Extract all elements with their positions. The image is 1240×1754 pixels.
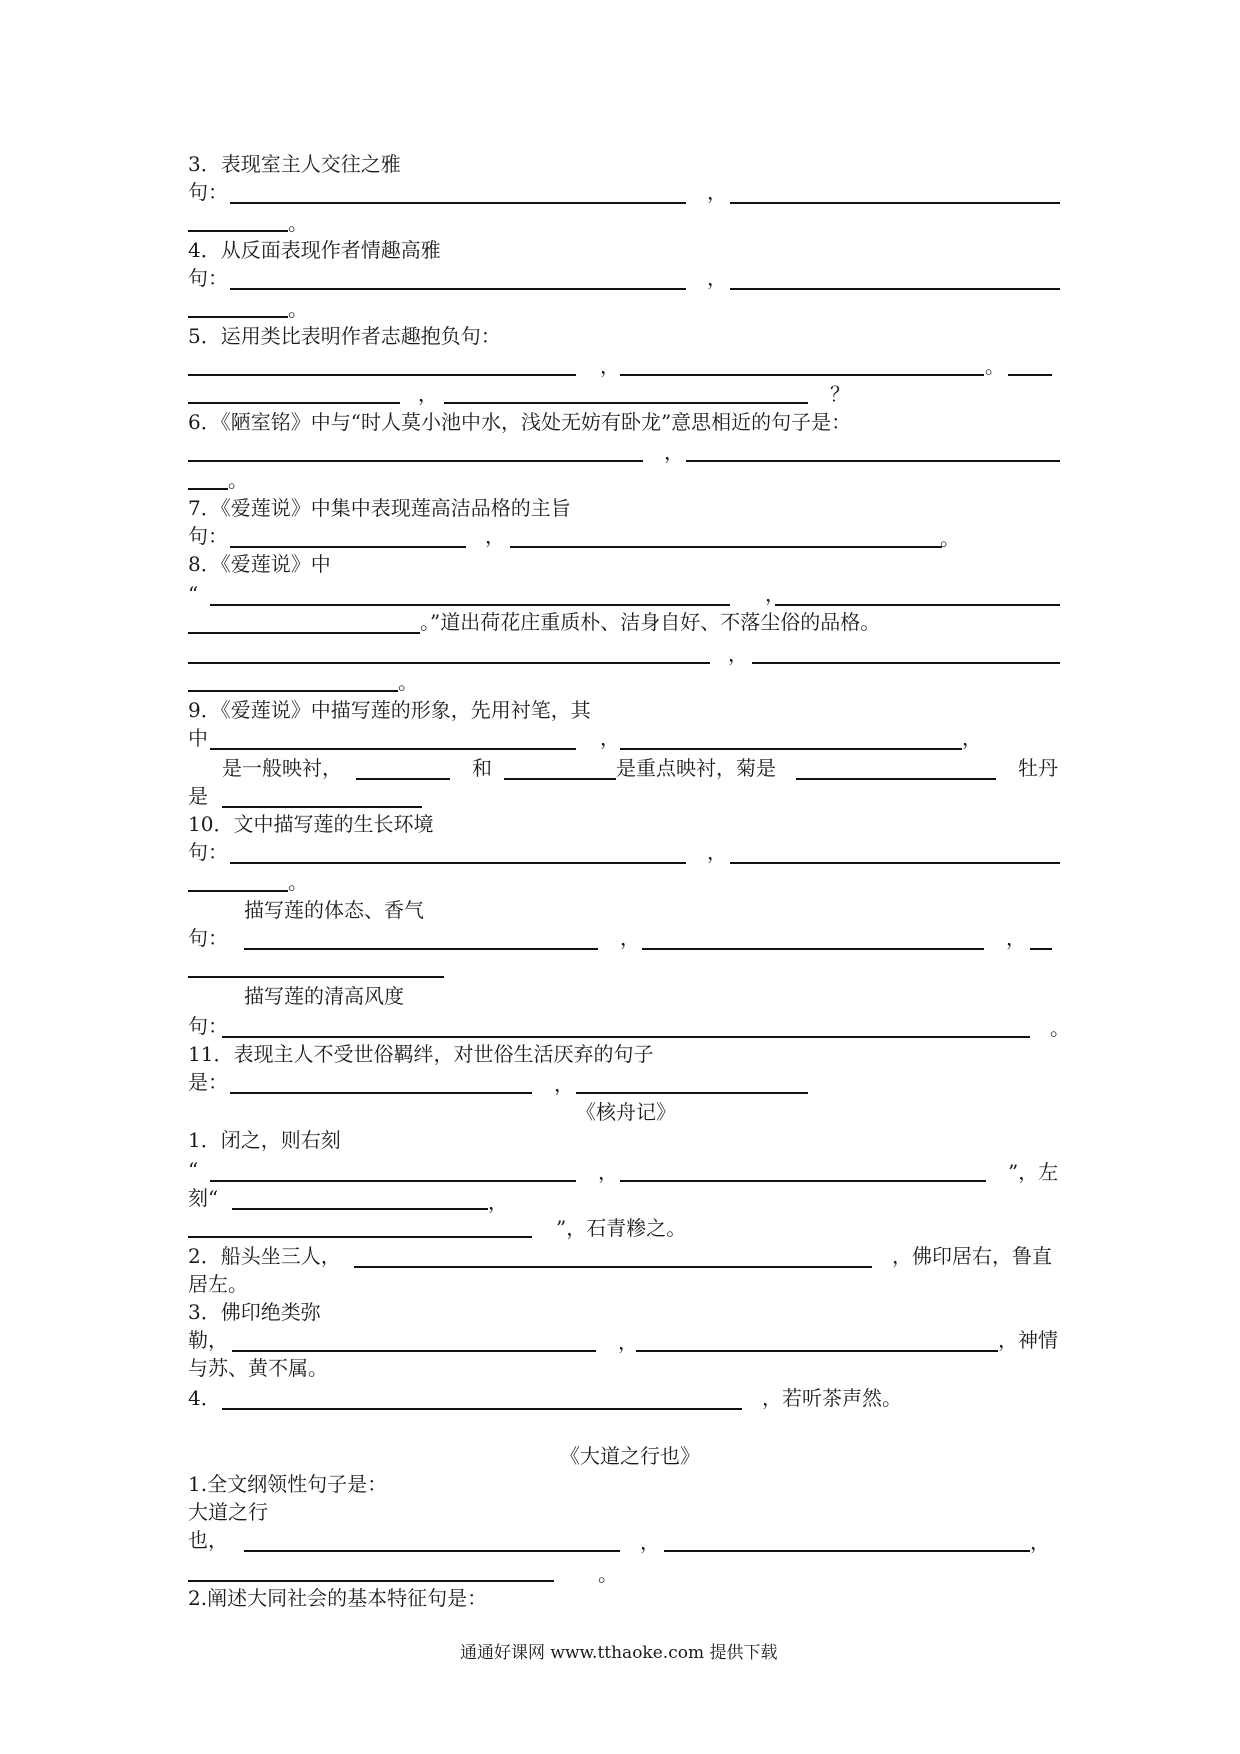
answer-blank[interactable] bbox=[664, 1550, 1030, 1552]
answer-blank[interactable] bbox=[230, 202, 686, 204]
hezhouji-question-3-lead: 勒， bbox=[188, 1328, 228, 1352]
answer-blank[interactable] bbox=[188, 1580, 554, 1582]
question-11-title: 11．表现主人不受世俗羁绊，对世俗生活厌弃的句子 bbox=[188, 1042, 654, 1066]
answer-blank[interactable] bbox=[188, 662, 710, 664]
answer-blank[interactable] bbox=[775, 604, 1060, 606]
question-11-lead: 是： bbox=[188, 1070, 228, 1094]
dadao-question-1: 1.全文纲领性句子是： bbox=[188, 1472, 388, 1496]
hezhouji-question-3: 3．佛印绝类弥 bbox=[188, 1300, 321, 1324]
dadao-question-2: 2.阐述大同社会的基本特征句是： bbox=[188, 1586, 488, 1610]
question-9-line4: 是 bbox=[188, 784, 208, 808]
period: 。 bbox=[985, 354, 1005, 378]
answer-blank[interactable] bbox=[354, 1266, 872, 1268]
answer-blank[interactable] bbox=[244, 1550, 620, 1552]
period: 。 bbox=[228, 468, 248, 492]
comma: ， bbox=[418, 382, 438, 406]
question-8-tail: 。”道出荷花庄重质朴、洁身自好、不落尘俗的品格。 bbox=[420, 610, 881, 634]
close-quote: ”，左 bbox=[1008, 1160, 1059, 1184]
comma: ， bbox=[485, 524, 505, 548]
hezhouji-question-4-lead: 4． bbox=[188, 1386, 221, 1410]
answer-blank[interactable] bbox=[510, 546, 942, 548]
question-5-title: 5．运用类比表明作者志趣抱负句： bbox=[188, 324, 501, 348]
comma: ， bbox=[664, 440, 684, 464]
answer-blank[interactable] bbox=[686, 460, 1060, 462]
answer-blank[interactable] bbox=[752, 662, 1060, 664]
question-7-lead: 句： bbox=[188, 524, 228, 548]
period: 。 bbox=[288, 870, 308, 894]
question-9-line3-a: 是一般映衬， bbox=[222, 756, 342, 780]
hezhouji-question-1: 1．闭之，则右刻 bbox=[188, 1128, 341, 1152]
answer-blank[interactable] bbox=[210, 1180, 576, 1182]
hezhouji-question-1-left: 刻“ bbox=[188, 1186, 219, 1210]
answer-blank[interactable] bbox=[188, 1236, 532, 1238]
period: 。 bbox=[398, 670, 418, 694]
comma: ， bbox=[618, 1330, 638, 1354]
question-4-lead: 句： bbox=[188, 266, 228, 290]
question-9-lead: 中 bbox=[188, 726, 208, 750]
question-10-title: 10．文中描写莲的生长环境 bbox=[188, 812, 434, 836]
answer-blank[interactable] bbox=[244, 948, 598, 950]
comma: ， bbox=[707, 266, 727, 290]
section-heading-dadao: 《大道之行也》 bbox=[560, 1444, 700, 1468]
answer-blank[interactable] bbox=[188, 402, 400, 404]
answer-blank[interactable] bbox=[1030, 948, 1052, 950]
question-10-lead2: 句： bbox=[188, 926, 228, 950]
answer-blank[interactable] bbox=[230, 862, 686, 864]
question-9-line3-c: 是重点映衬，菊是 bbox=[616, 756, 776, 780]
comma: ， bbox=[488, 1190, 508, 1214]
answer-blank[interactable] bbox=[230, 288, 686, 290]
section-heading-hezhouji: 《核舟记》 bbox=[576, 1100, 676, 1124]
answer-blank[interactable] bbox=[620, 1180, 986, 1182]
answer-blank[interactable] bbox=[222, 1036, 1030, 1038]
answer-blank[interactable] bbox=[188, 690, 398, 692]
hezhouji-question-3-next: 与苏、黄不属。 bbox=[188, 1356, 328, 1380]
comma: ， bbox=[620, 926, 640, 950]
answer-blank[interactable] bbox=[210, 604, 730, 606]
question-9-title: 9．《爱莲说》中描写莲的形象，先用衬笔，其 bbox=[188, 698, 591, 722]
answer-blank[interactable] bbox=[576, 1092, 808, 1094]
question-6-title: 6．《陋室铭》中与“时人莫小池中水，浅处无妨有卧龙”意思相近的句子是： bbox=[188, 410, 852, 434]
answer-blank[interactable] bbox=[1008, 374, 1052, 376]
answer-blank[interactable] bbox=[620, 374, 984, 376]
dadao-question-1-a: 大道之行 bbox=[188, 1500, 268, 1524]
answer-blank[interactable] bbox=[222, 806, 422, 808]
comma: ， bbox=[598, 1160, 618, 1184]
answer-blank[interactable] bbox=[222, 1408, 742, 1410]
hezhouji-question-2-tail: ，佛印居右，鲁直 bbox=[892, 1244, 1052, 1268]
answer-blank[interactable] bbox=[504, 778, 616, 780]
comma: ， bbox=[1006, 926, 1026, 950]
comma: ， bbox=[765, 582, 785, 606]
answer-blank[interactable] bbox=[232, 1208, 488, 1210]
comma: ， bbox=[707, 180, 727, 204]
period: 。 bbox=[940, 526, 960, 550]
period: 。 bbox=[1050, 1016, 1070, 1040]
question-10-lead3: 句： bbox=[188, 1014, 228, 1038]
hezhouji-question-2-next: 居左。 bbox=[188, 1272, 248, 1296]
comma: ， bbox=[707, 840, 727, 864]
question-3-lead: 句： bbox=[188, 180, 228, 204]
open-quote: “ bbox=[188, 582, 199, 606]
question-8-title: 8．《爱莲说》中 bbox=[188, 552, 331, 576]
question-3-title: 3．表现室主人交往之雅 bbox=[188, 152, 401, 176]
open-quote: “ bbox=[188, 1158, 199, 1182]
answer-blank[interactable] bbox=[620, 748, 962, 750]
comma: ， bbox=[962, 726, 982, 750]
answer-blank[interactable] bbox=[730, 862, 1060, 864]
hezhouji-question-3-tail: ，神情 bbox=[998, 1328, 1058, 1352]
answer-blank[interactable] bbox=[356, 778, 450, 780]
answer-blank[interactable] bbox=[642, 948, 984, 950]
answer-blank[interactable] bbox=[730, 288, 1060, 290]
question-9-line3-b: 和 bbox=[472, 756, 492, 780]
period: 。 bbox=[288, 297, 308, 321]
question-10-sub1: 描写莲的体态、香气 bbox=[244, 898, 424, 922]
question-10-sub2: 描写莲的清高风度 bbox=[244, 984, 404, 1008]
period: 。 bbox=[598, 1562, 618, 1586]
answer-blank[interactable] bbox=[188, 316, 288, 318]
answer-blank[interactable] bbox=[636, 1350, 998, 1352]
period: 。 bbox=[288, 211, 308, 235]
question-4-title: 4．从反面表现作者情趣高雅 bbox=[188, 238, 441, 262]
question-10-lead: 句： bbox=[188, 840, 228, 864]
dadao-question-1-b: 也， bbox=[188, 1528, 228, 1552]
footer-credit: 通通好课网 www.tthaoke.com 提供下载 bbox=[460, 1643, 778, 1663]
answer-blank[interactable] bbox=[230, 546, 466, 548]
hezhouji-question-4-tail: ，若听茶声然。 bbox=[762, 1386, 902, 1410]
comma: ， bbox=[640, 1530, 660, 1554]
answer-blank[interactable] bbox=[188, 890, 288, 892]
hezhouji-question-1-end: ”，石青糁之。 bbox=[556, 1216, 687, 1240]
answer-blank[interactable] bbox=[188, 374, 576, 376]
answer-blank[interactable] bbox=[730, 202, 1060, 204]
answer-blank[interactable] bbox=[796, 778, 996, 780]
comma: ， bbox=[728, 642, 748, 666]
comma: ， bbox=[1030, 1530, 1050, 1554]
answer-blank[interactable] bbox=[188, 460, 643, 462]
hezhouji-question-2: 2．船头坐三人， bbox=[188, 1244, 341, 1268]
answer-blank[interactable] bbox=[444, 402, 808, 404]
answer-blank[interactable] bbox=[230, 1092, 532, 1094]
answer-blank[interactable] bbox=[188, 632, 420, 634]
answer-blank[interactable] bbox=[210, 748, 576, 750]
comma: ， bbox=[600, 354, 620, 378]
question-7-title: 7．《爱莲说》中集中表现莲高洁品格的主旨 bbox=[188, 496, 571, 520]
answer-blank[interactable] bbox=[188, 230, 288, 232]
question-mark: ？ bbox=[830, 382, 850, 406]
comma: ， bbox=[554, 1072, 574, 1096]
answer-blank[interactable] bbox=[188, 488, 228, 490]
answer-blank[interactable] bbox=[232, 1350, 596, 1352]
question-9-line3-d: 牡丹 bbox=[1018, 756, 1058, 780]
comma: ， bbox=[600, 726, 620, 750]
answer-blank[interactable] bbox=[188, 976, 444, 978]
